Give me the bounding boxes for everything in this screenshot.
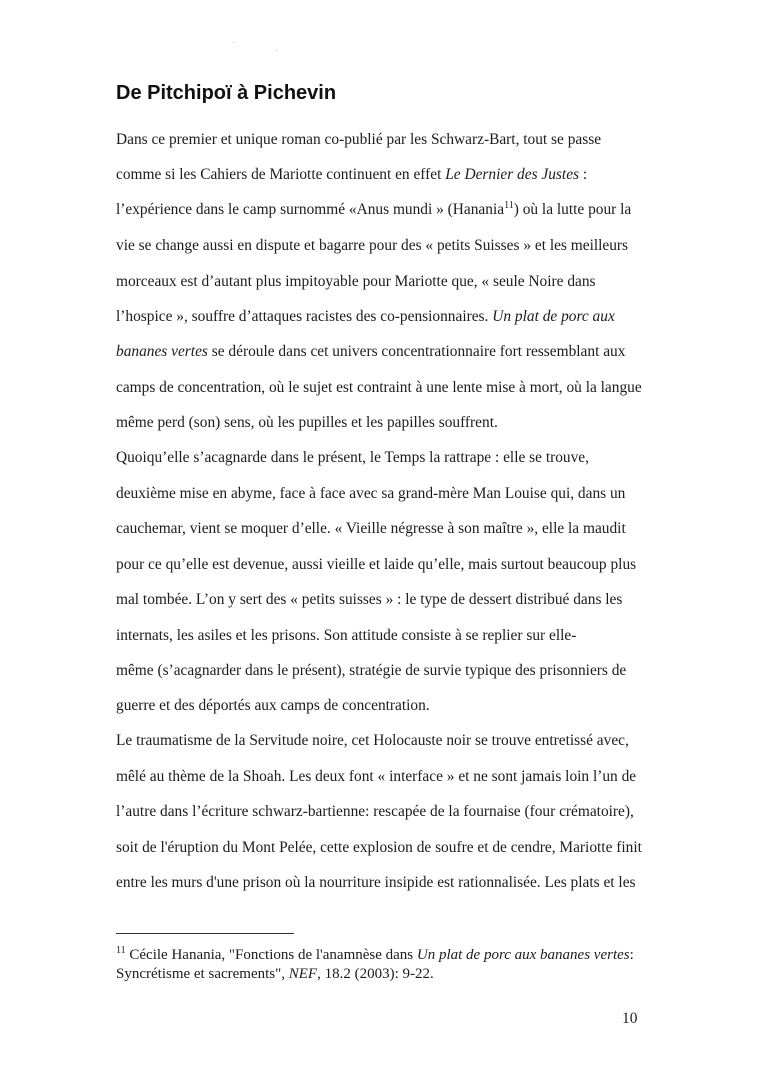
body-text: l’expérience dans le camp surnommé «Anus mundi » (Hanania	[116, 201, 505, 218]
body-text: l’autre dans l’écriture schwarz-bartienne: rescapée de la fournaise (four crématoire),	[116, 803, 634, 820]
body-text: vie se change aussi en dispute et bagarre pour des « petits Suisses » et les meilleurs	[116, 237, 629, 254]
body-text: camps de concentration, où le sujet est contraint à une lente mise à mort, où la langue	[116, 379, 642, 396]
scan-speck	[233, 42, 234, 43]
body-text: soit de l'éruption du Mont Pelée, cette explosion de soufre et de cendre, Mariotte finit	[116, 839, 642, 856]
body-text: morceaux est d’autant plus impitoyable pour Mariotte que, « seule Noire dans	[116, 273, 596, 290]
body-text: comme si les Cahiers de Mariotte continuent en effet	[116, 166, 446, 183]
footnote-text: Syncrétisme et sacrements",	[116, 966, 289, 982]
body-line	[116, 378, 642, 398]
body-text: :	[579, 166, 588, 183]
body-text: Le traumatisme de la Servitude noire, cet Holocauste noir se trouve entretissé avec,	[116, 732, 629, 749]
body-line	[116, 696, 430, 716]
body-line	[116, 200, 631, 220]
body-line	[116, 484, 625, 504]
body-line	[116, 661, 626, 681]
body-line	[116, 731, 629, 751]
body-line	[116, 342, 625, 362]
scan-speck	[276, 50, 277, 51]
body-text: entre les murs d'une prison où la nourriture insipide est rationnalisée. Les plats et les	[116, 874, 636, 891]
journal-name-italic: NEF	[288, 966, 318, 982]
footnote-title-italic: Un plat de porc aux bananes vertes	[416, 947, 630, 963]
body-text: ) où la lutte pour la	[513, 201, 632, 218]
body-line	[116, 165, 587, 185]
footnote-text: , 18.2 (2003): 9-22.	[317, 966, 434, 982]
body-line	[116, 236, 628, 256]
body-text: même (s’acagnarder dans le présent), stratégie de survie typique des prisonniers de	[116, 662, 627, 679]
book-title-italic: bananes vertes	[116, 343, 208, 360]
body-text: cauchemar, vient se moquer d’elle. « Vieille négresse à son maître », elle la maudit	[116, 520, 626, 537]
footnote-line	[116, 946, 634, 964]
body-line	[116, 448, 589, 468]
body-text: l’hospice », souffre d’attaques racistes des co-pensionnaires.	[116, 308, 493, 325]
body-line	[116, 590, 622, 610]
footnote-separator	[116, 933, 294, 934]
body-line	[116, 873, 636, 893]
footnote-reference: 11	[504, 200, 514, 211]
body-text: mal tombée. L’on y sert des « petits suisses » : le type de dessert distribué dans les	[116, 591, 623, 608]
body-line	[116, 767, 636, 787]
body-line	[116, 272, 596, 292]
page-number: 10	[622, 1010, 638, 1027]
body-text: se déroule dans cet univers concentrationnaire fort ressemblant aux	[207, 343, 626, 360]
section-heading: De Pitchipoï à Pichevin	[116, 82, 337, 104]
body-text: internats, les asiles et les prisons. Son attitude consiste à se replier sur elle-	[116, 627, 577, 644]
footnote-text: :	[629, 947, 634, 963]
body-text: pour ce qu’elle est devenue, aussi vieille et laide qu’elle, mais surtout beaucoup plus	[116, 556, 637, 573]
body-line	[116, 413, 498, 433]
body-line	[116, 626, 576, 646]
body-text: guerre et des déportés aux camps de concentration.	[116, 697, 430, 714]
body-text: deuxième mise en abyme, face à face avec sa grand-mère Man Louise qui, dans un	[116, 485, 626, 502]
body-text: Quoiqu’elle s’acagnarde dans le présent, le Temps la rattrape : elle se trouve,	[116, 449, 589, 466]
body-text: Dans ce premier et unique roman co-publié par les Schwarz-Bart, tout se passe	[116, 131, 602, 148]
footnote-text: Cécile Hanania, "Fonctions de l'anamnèse dans	[125, 947, 417, 963]
book-title-italic: Le Dernier des Justes	[445, 166, 580, 183]
footnote-marker: 11	[116, 945, 126, 956]
body-line	[116, 519, 626, 539]
body-text: même perd (son) sens, où les pupilles et les papilles souffrent.	[116, 414, 498, 431]
body-line	[116, 130, 601, 150]
book-title-italic: Un plat de porc aux	[492, 308, 615, 325]
body-line	[116, 555, 636, 575]
body-text: mêlé au thème de la Shoah. Les deux font « interface » et ne sont jamais loin l’un de	[116, 768, 637, 785]
body-line	[116, 307, 615, 327]
footnote-line	[116, 965, 434, 983]
body-line	[116, 838, 642, 858]
body-line	[116, 802, 634, 822]
